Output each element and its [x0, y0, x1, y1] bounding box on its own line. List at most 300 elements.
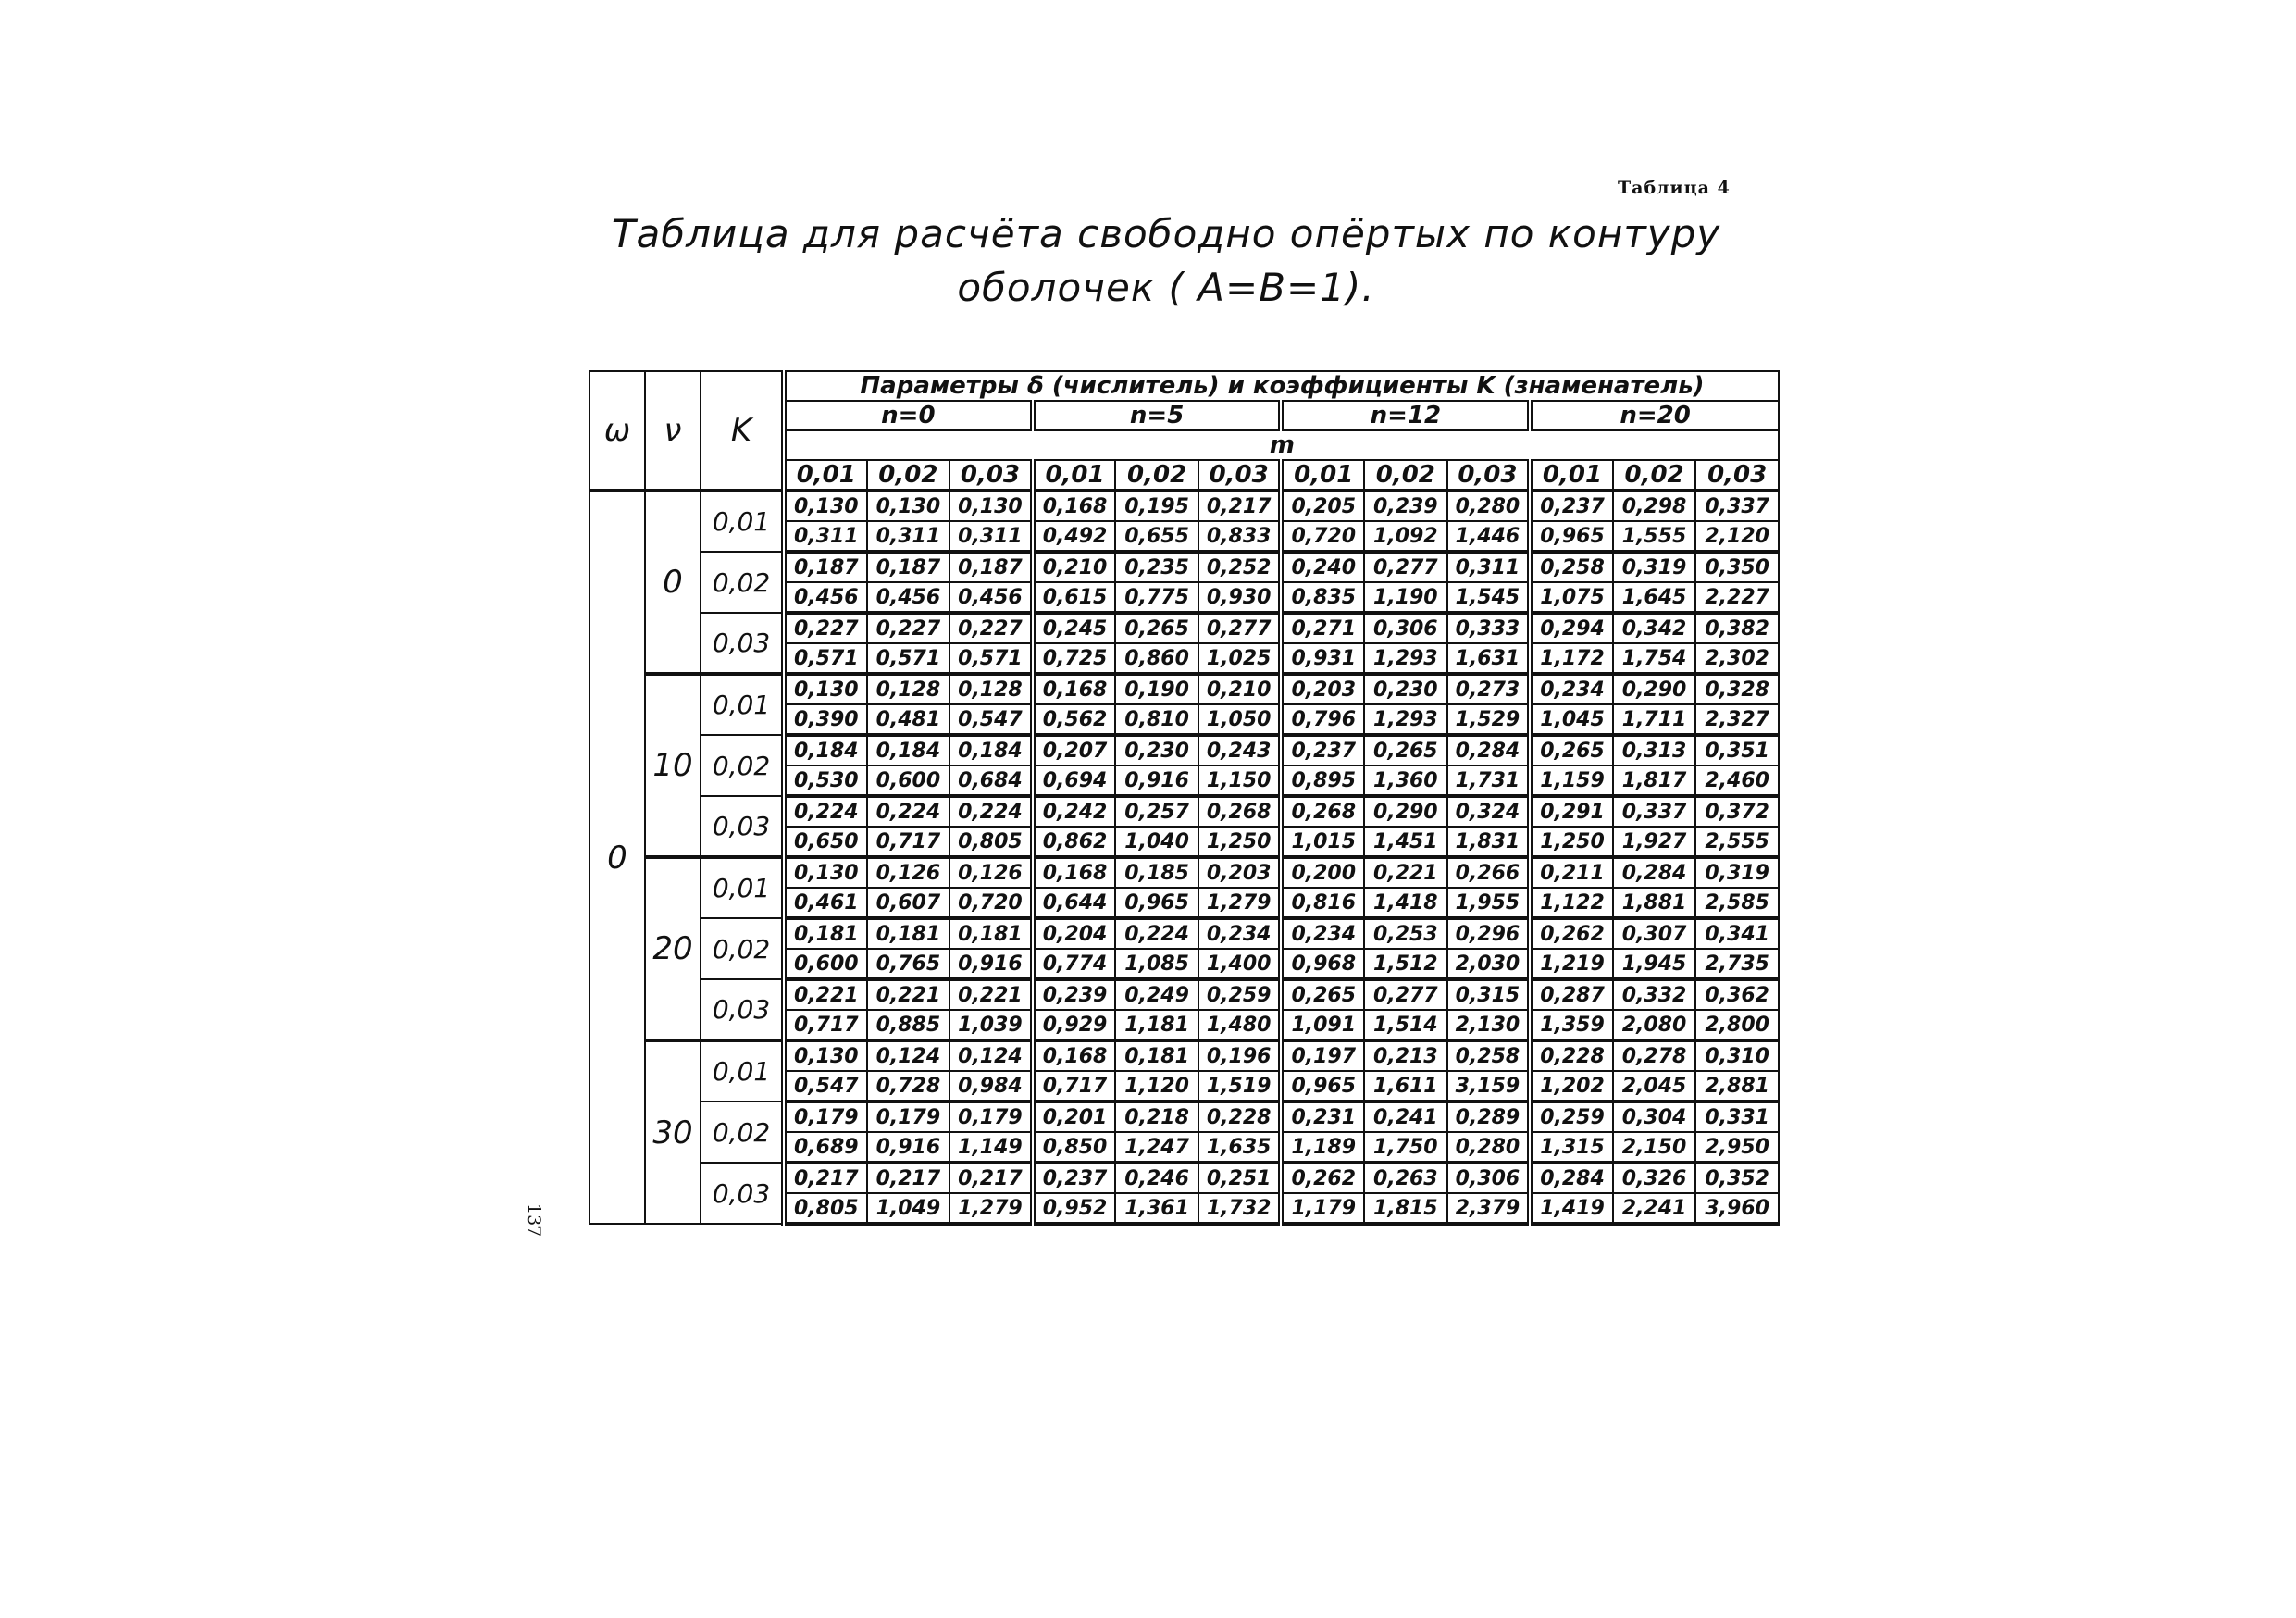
delta-cell: 0,324	[1447, 796, 1531, 827]
coefficient-cell: 1,359	[1530, 1010, 1613, 1040]
coefficient-cell: 0,796	[1281, 704, 1364, 735]
delta-cell: 0,289	[1447, 1101, 1531, 1132]
delta-cell: 0,326	[1613, 1163, 1696, 1193]
coefficient-cell: 2,045	[1613, 1071, 1696, 1101]
coefficient-cell: 0,456	[867, 582, 950, 613]
delta-cell: 0,224	[1115, 918, 1198, 949]
delta-cell: 0,253	[1364, 918, 1447, 949]
table-row	[590, 674, 1779, 704]
coefficient-cell: 1,480	[1198, 1010, 1282, 1040]
header-k: K	[701, 371, 784, 491]
coefficient-cell: 0,615	[1033, 582, 1116, 613]
delta-cell: 0,331	[1695, 1101, 1779, 1132]
table-row	[590, 1101, 1779, 1132]
delta-cell: 0,124	[949, 1040, 1033, 1071]
delta-cell: 0,271	[1281, 613, 1364, 643]
coefficient-cell: 1,645	[1613, 582, 1696, 613]
delta-cell: 0,234	[1198, 918, 1282, 949]
page-number: 137	[524, 1203, 544, 1238]
coefficient-cell: 0,885	[867, 1010, 950, 1040]
coefficient-cell: 2,130	[1447, 1010, 1531, 1040]
coefficient-cell: 2,379	[1447, 1193, 1531, 1224]
table-row	[590, 796, 1779, 827]
coefficient-cell: 1,120	[1115, 1071, 1198, 1101]
delta-cell: 0,259	[1198, 979, 1282, 1010]
coefficient-cell: 0,562	[1033, 704, 1116, 735]
delta-cell: 0,195	[1115, 491, 1198, 521]
delta-cell: 0,205	[1281, 491, 1364, 521]
coefficient-cell: 0,717	[867, 827, 950, 857]
coefficient-cell: 1,512	[1364, 949, 1447, 979]
coefficient-cell: 0,805	[784, 1193, 867, 1224]
delta-cell: 0,284	[1530, 1163, 1613, 1193]
delta-cell: 0,217	[867, 1163, 950, 1193]
delta-cell: 0,280	[1447, 491, 1531, 521]
delta-cell: 0,259	[1530, 1101, 1613, 1132]
delta-cell: 0,184	[867, 735, 950, 765]
omega-value: 0	[590, 491, 645, 1224]
coefficient-cell: 0,816	[1281, 888, 1364, 918]
coefficient-cell: 0,930	[1198, 582, 1282, 613]
coefficient-cell: 0,774	[1033, 949, 1116, 979]
coefficient-cell: 1,247	[1115, 1132, 1198, 1163]
coefficient-cell: 0,689	[784, 1132, 867, 1163]
coefficient-cell: 1,293	[1364, 643, 1447, 674]
delta-cell: 0,298	[1613, 491, 1696, 521]
table-row	[590, 1163, 1779, 1193]
delta-cell: 0,290	[1613, 674, 1696, 704]
delta-cell: 0,184	[784, 735, 867, 765]
delta-cell: 0,187	[867, 552, 950, 582]
delta-cell: 0,218	[1115, 1101, 1198, 1132]
coefficient-cell: 1,015	[1281, 827, 1364, 857]
coefficient-cell: 2,327	[1695, 704, 1779, 735]
coefficient-cell: 1,529	[1447, 704, 1531, 735]
delta-cell: 0,179	[867, 1101, 950, 1132]
delta-cell: 0,337	[1613, 796, 1696, 827]
delta-cell: 0,234	[1530, 674, 1613, 704]
delta-cell: 0,258	[1530, 552, 1613, 582]
coefficient-cell: 0,720	[949, 888, 1033, 918]
coefficient-cell: 1,150	[1198, 765, 1282, 796]
coefficient-cell: 1,122	[1530, 888, 1613, 918]
delta-cell: 0,187	[949, 552, 1033, 582]
delta-cell: 0,181	[949, 918, 1033, 949]
header-omega: ω	[590, 371, 645, 491]
delta-cell: 0,224	[867, 796, 950, 827]
coefficient-cell: 2,150	[1613, 1132, 1696, 1163]
delta-cell: 0,239	[1364, 491, 1447, 521]
nu-value: 10	[645, 674, 701, 857]
coefficient-cell: 2,030	[1447, 949, 1531, 979]
delta-cell: 0,213	[1364, 1040, 1447, 1071]
coefficient-cell: 0,571	[867, 643, 950, 674]
header-n-group: n=5	[1033, 401, 1282, 430]
coefficient-cell: 0,530	[784, 765, 867, 796]
delta-cell: 0,221	[949, 979, 1033, 1010]
delta-cell: 0,227	[867, 613, 950, 643]
coefficient-cell: 1,202	[1530, 1071, 1613, 1101]
delta-cell: 0,168	[1033, 491, 1116, 521]
delta-cell: 0,251	[1198, 1163, 1282, 1193]
delta-cell: 0,221	[784, 979, 867, 1010]
delta-cell: 0,294	[1530, 613, 1613, 643]
delta-cell: 0,168	[1033, 674, 1116, 704]
delta-cell: 0,243	[1198, 735, 1282, 765]
delta-cell: 0,284	[1613, 857, 1696, 888]
coefficient-cell: 1,181	[1115, 1010, 1198, 1040]
coefficient-cell: 1,555	[1613, 521, 1696, 552]
coefficient-cell: 0,805	[949, 827, 1033, 857]
coefficient-cell: 0,984	[949, 1071, 1033, 1101]
coefficient-cell: 0,600	[784, 949, 867, 979]
coefficient-cell: 1,219	[1530, 949, 1613, 979]
coefficient-cell: 1,159	[1530, 765, 1613, 796]
nu-value: 0	[645, 491, 701, 674]
coefficient-cell: 1,050	[1198, 704, 1282, 735]
delta-cell: 0,245	[1033, 613, 1116, 643]
coefficient-cell: 0,547	[784, 1071, 867, 1101]
coefficient-cell: 1,631	[1447, 643, 1531, 674]
coefficient-cell: 1,611	[1364, 1071, 1447, 1101]
coefficient-cell: 1,635	[1198, 1132, 1282, 1163]
table-row	[590, 1040, 1779, 1071]
coefficient-cell: 1,750	[1364, 1132, 1447, 1163]
coefficient-cell: 0,810	[1115, 704, 1198, 735]
delta-cell: 0,304	[1613, 1101, 1696, 1132]
delta-cell: 0,130	[949, 491, 1033, 521]
delta-cell: 0,296	[1447, 918, 1531, 949]
delta-cell: 0,239	[1033, 979, 1116, 1010]
coefficient-cell: 0,728	[867, 1071, 950, 1101]
coefficient-cell: 2,302	[1695, 643, 1779, 674]
delta-cell: 0,200	[1281, 857, 1364, 888]
delta-cell: 0,181	[784, 918, 867, 949]
coefficient-cell: 1,754	[1613, 643, 1696, 674]
delta-cell: 0,263	[1364, 1163, 1447, 1193]
delta-cell: 0,262	[1281, 1163, 1364, 1193]
header-n-group: n=12	[1281, 401, 1530, 430]
header-m-value: 0,03	[1695, 460, 1779, 491]
delta-cell: 0,130	[784, 1040, 867, 1071]
header-n-group: n=0	[784, 401, 1033, 430]
delta-cell: 0,207	[1033, 735, 1116, 765]
coefficient-cell: 3,960	[1695, 1193, 1779, 1224]
coefficient-cell: 0,492	[1033, 521, 1116, 552]
header-m-value: 0,02	[1115, 460, 1198, 491]
coefficient-cell: 1,817	[1613, 765, 1696, 796]
header-m-value: 0,01	[1033, 460, 1116, 491]
coefficient-cell: 0,916	[1115, 765, 1198, 796]
delta-cell: 0,217	[949, 1163, 1033, 1193]
delta-cell: 0,265	[1115, 613, 1198, 643]
coefficient-cell: 1,190	[1364, 582, 1447, 613]
delta-cell: 0,181	[867, 918, 950, 949]
delta-cell: 0,362	[1695, 979, 1779, 1010]
delta-cell: 0,258	[1447, 1040, 1531, 1071]
coefficient-cell: 0,916	[867, 1132, 950, 1163]
delta-cell: 0,230	[1364, 674, 1447, 704]
coefficient-cell: 1,361	[1115, 1193, 1198, 1224]
delta-cell: 0,124	[867, 1040, 950, 1071]
coefficient-cell: 0,860	[1115, 643, 1198, 674]
coefficient-cell: 0,833	[1198, 521, 1282, 552]
delta-cell: 0,179	[949, 1101, 1033, 1132]
coefficient-cell: 0,655	[1115, 521, 1198, 552]
delta-cell: 0,351	[1695, 735, 1779, 765]
delta-cell: 0,306	[1447, 1163, 1531, 1193]
coefficient-cell: 0,862	[1033, 827, 1116, 857]
delta-cell: 0,291	[1530, 796, 1613, 827]
delta-cell: 0,224	[949, 796, 1033, 827]
delta-cell: 0,242	[1033, 796, 1116, 827]
coefficient-cell: 0,547	[949, 704, 1033, 735]
table-row	[590, 735, 1779, 765]
delta-cell: 0,217	[1198, 491, 1282, 521]
coefficient-cell: 0,650	[784, 827, 867, 857]
k-value: 0,02	[701, 735, 784, 796]
nu-value: 20	[645, 857, 701, 1040]
coefficient-cell: 1,419	[1530, 1193, 1613, 1224]
coefficient-cell: 0,717	[1033, 1071, 1116, 1101]
delta-cell: 0,197	[1281, 1040, 1364, 1071]
delta-cell: 0,315	[1447, 979, 1531, 1010]
delta-cell: 0,179	[784, 1101, 867, 1132]
coefficient-cell: 1,732	[1198, 1193, 1282, 1224]
coefficient-cell: 1,091	[1281, 1010, 1364, 1040]
coefficient-cell: 1,085	[1115, 949, 1198, 979]
k-value: 0,03	[701, 979, 784, 1040]
delta-cell: 0,273	[1447, 674, 1531, 704]
delta-cell: 0,203	[1198, 857, 1282, 888]
delta-cell: 0,268	[1198, 796, 1282, 827]
coefficient-cell: 0,968	[1281, 949, 1364, 979]
table-title-line2: оболочек ( A=B=1).	[957, 265, 1375, 310]
delta-cell: 0,311	[1447, 552, 1531, 582]
coefficient-cell: 1,400	[1198, 949, 1282, 979]
header-m-value: 0,03	[1198, 460, 1282, 491]
delta-cell: 0,204	[1033, 918, 1116, 949]
delta-cell: 0,237	[1530, 491, 1613, 521]
coefficient-cell: 1,250	[1530, 827, 1613, 857]
delta-cell: 0,352	[1695, 1163, 1779, 1193]
coefficient-cell: 0,765	[867, 949, 950, 979]
coefficient-cell: 1,881	[1613, 888, 1696, 918]
delta-cell: 0,310	[1695, 1040, 1779, 1071]
delta-cell: 0,168	[1033, 857, 1116, 888]
delta-cell: 0,262	[1530, 918, 1613, 949]
coefficient-cell: 1,514	[1364, 1010, 1447, 1040]
k-value: 0,02	[701, 1101, 784, 1163]
nu-value: 30	[645, 1040, 701, 1224]
coefficient-cell: 0,717	[784, 1010, 867, 1040]
coefficient-cell: 1,927	[1613, 827, 1696, 857]
delta-cell: 0,240	[1281, 552, 1364, 582]
coefficient-cell: 1,519	[1198, 1071, 1282, 1101]
coefficient-cell: 2,080	[1613, 1010, 1696, 1040]
coefficient-cell: 2,585	[1695, 888, 1779, 918]
delta-cell: 0,307	[1613, 918, 1696, 949]
coefficient-cell: 2,800	[1695, 1010, 1779, 1040]
coefficient-cell: 0,571	[949, 643, 1033, 674]
coefficient-cell: 1,025	[1198, 643, 1282, 674]
table-row	[590, 918, 1779, 949]
delta-cell: 0,184	[949, 735, 1033, 765]
delta-cell: 0,284	[1447, 735, 1531, 765]
delta-cell: 0,337	[1695, 491, 1779, 521]
coefficient-cell: 0,965	[1281, 1071, 1364, 1101]
delta-cell: 0,277	[1364, 979, 1447, 1010]
coefficient-cell: 0,456	[949, 582, 1033, 613]
coefficient-cell: 0,775	[1115, 582, 1198, 613]
coefficient-cell: 2,241	[1613, 1193, 1696, 1224]
coefficient-cell: 1,945	[1613, 949, 1696, 979]
delta-cell: 0,241	[1364, 1101, 1447, 1132]
header-m-value: 0,02	[867, 460, 950, 491]
delta-cell: 0,227	[949, 613, 1033, 643]
delta-cell: 0,237	[1033, 1163, 1116, 1193]
header-m: m	[784, 430, 1779, 460]
table-number-label: Таблица 4	[1618, 178, 1731, 198]
delta-cell: 0,313	[1613, 735, 1696, 765]
coefficient-cell: 1,711	[1613, 704, 1696, 735]
delta-cell: 0,372	[1695, 796, 1779, 827]
coefficient-cell: 0,607	[867, 888, 950, 918]
delta-cell: 0,319	[1695, 857, 1779, 888]
delta-cell: 0,230	[1115, 735, 1198, 765]
delta-cell: 0,333	[1447, 613, 1531, 643]
coefficient-cell: 0,600	[867, 765, 950, 796]
coefficient-cell: 0,311	[949, 521, 1033, 552]
coefficient-cell: 1,360	[1364, 765, 1447, 796]
delta-cell: 0,187	[784, 552, 867, 582]
delta-cell: 0,332	[1613, 979, 1696, 1010]
coefficient-cell: 1,179	[1281, 1193, 1364, 1224]
delta-cell: 0,265	[1530, 735, 1613, 765]
coefficient-cell: 0,916	[949, 949, 1033, 979]
coefficient-cell: 0,725	[1033, 643, 1116, 674]
coefficient-cell: 1,279	[949, 1193, 1033, 1224]
coefficient-cell: 1,545	[1447, 582, 1531, 613]
coefficient-cell: 1,815	[1364, 1193, 1447, 1224]
coefficient-cell: 0,280	[1447, 1132, 1531, 1163]
delta-cell: 0,277	[1198, 613, 1282, 643]
delta-cell: 0,382	[1695, 613, 1779, 643]
delta-cell: 0,128	[867, 674, 950, 704]
delta-cell: 0,306	[1364, 613, 1447, 643]
k-value: 0,03	[701, 613, 784, 674]
delta-cell: 0,234	[1281, 918, 1364, 949]
header-m-value: 0,01	[1281, 460, 1364, 491]
coefficient-cell: 0,456	[784, 582, 867, 613]
coefficient-cell: 1,040	[1115, 827, 1198, 857]
coefficient-cell: 1,189	[1281, 1132, 1364, 1163]
coefficient-cell: 1,172	[1530, 643, 1613, 674]
coefficient-cell: 1,250	[1198, 827, 1282, 857]
coefficient-cell: 0,720	[1281, 521, 1364, 552]
delta-cell: 0,290	[1364, 796, 1447, 827]
coefficient-cell: 2,120	[1695, 521, 1779, 552]
header-m-value: 0,02	[1613, 460, 1696, 491]
k-value: 0,01	[701, 857, 784, 918]
delta-cell: 0,228	[1198, 1101, 1282, 1132]
delta-cell: 0,168	[1033, 1040, 1116, 1071]
delta-cell: 0,203	[1281, 674, 1364, 704]
delta-cell: 0,246	[1115, 1163, 1198, 1193]
coefficient-cell: 0,931	[1281, 643, 1364, 674]
delta-cell: 0,190	[1115, 674, 1198, 704]
coefficient-cell: 1,279	[1198, 888, 1282, 918]
delta-cell: 0,228	[1530, 1040, 1613, 1071]
coefficient-cell: 2,950	[1695, 1132, 1779, 1163]
coefficient-cell: 0,311	[784, 521, 867, 552]
delta-cell: 0,268	[1281, 796, 1364, 827]
coefficient-cell: 3,159	[1447, 1071, 1531, 1101]
coefficient-cell: 1,831	[1447, 827, 1531, 857]
delta-cell: 0,217	[784, 1163, 867, 1193]
delta-cell: 0,231	[1281, 1101, 1364, 1132]
delta-cell: 0,350	[1695, 552, 1779, 582]
coefficient-cell: 0,461	[784, 888, 867, 918]
header-m-value: 0,01	[1530, 460, 1613, 491]
delta-cell: 0,130	[784, 857, 867, 888]
coefficient-cell: 0,895	[1281, 765, 1364, 796]
delta-cell: 0,341	[1695, 918, 1779, 949]
header-m-value: 0,02	[1364, 460, 1447, 491]
delta-cell: 0,278	[1613, 1040, 1696, 1071]
coefficient-cell: 2,881	[1695, 1071, 1779, 1101]
table-title-line1: Таблица для расчёта свободно опёртых по контуру	[611, 211, 1721, 256]
delta-cell: 0,126	[949, 857, 1033, 888]
coefficient-cell: 0,952	[1033, 1193, 1116, 1224]
delta-cell: 0,224	[784, 796, 867, 827]
coefficient-cell: 1,451	[1364, 827, 1447, 857]
delta-cell: 0,227	[784, 613, 867, 643]
delta-cell: 0,130	[867, 491, 950, 521]
table-row	[590, 552, 1779, 582]
delta-cell: 0,237	[1281, 735, 1364, 765]
header-params: Параметры δ (числитель) и коэффициенты K (знаменатель)	[784, 371, 1779, 401]
calculation-table	[589, 370, 1780, 1226]
k-value: 0,03	[701, 1163, 784, 1224]
delta-cell: 0,185	[1115, 857, 1198, 888]
delta-cell: 0,235	[1115, 552, 1198, 582]
delta-cell: 0,319	[1613, 552, 1696, 582]
coefficient-cell: 1,039	[949, 1010, 1033, 1040]
table-row	[590, 857, 1779, 888]
delta-cell: 0,126	[867, 857, 950, 888]
delta-cell: 0,130	[784, 491, 867, 521]
k-value: 0,02	[701, 552, 784, 613]
delta-cell: 0,221	[1364, 857, 1447, 888]
coefficient-cell: 0,965	[1115, 888, 1198, 918]
coefficient-cell: 2,227	[1695, 582, 1779, 613]
delta-cell: 0,221	[867, 979, 950, 1010]
coefficient-cell: 1,315	[1530, 1132, 1613, 1163]
coefficient-cell: 1,446	[1447, 521, 1531, 552]
delta-cell: 0,211	[1530, 857, 1613, 888]
coefficient-cell: 2,735	[1695, 949, 1779, 979]
delta-cell: 0,342	[1613, 613, 1696, 643]
header-m-value: 0,03	[1447, 460, 1531, 491]
header-m-value: 0,01	[784, 460, 867, 491]
delta-cell: 0,287	[1530, 979, 1613, 1010]
delta-cell: 0,266	[1447, 857, 1531, 888]
coefficient-cell: 1,049	[867, 1193, 950, 1224]
delta-cell: 0,252	[1198, 552, 1282, 582]
coefficient-cell: 0,850	[1033, 1132, 1116, 1163]
k-value: 0,01	[701, 674, 784, 735]
